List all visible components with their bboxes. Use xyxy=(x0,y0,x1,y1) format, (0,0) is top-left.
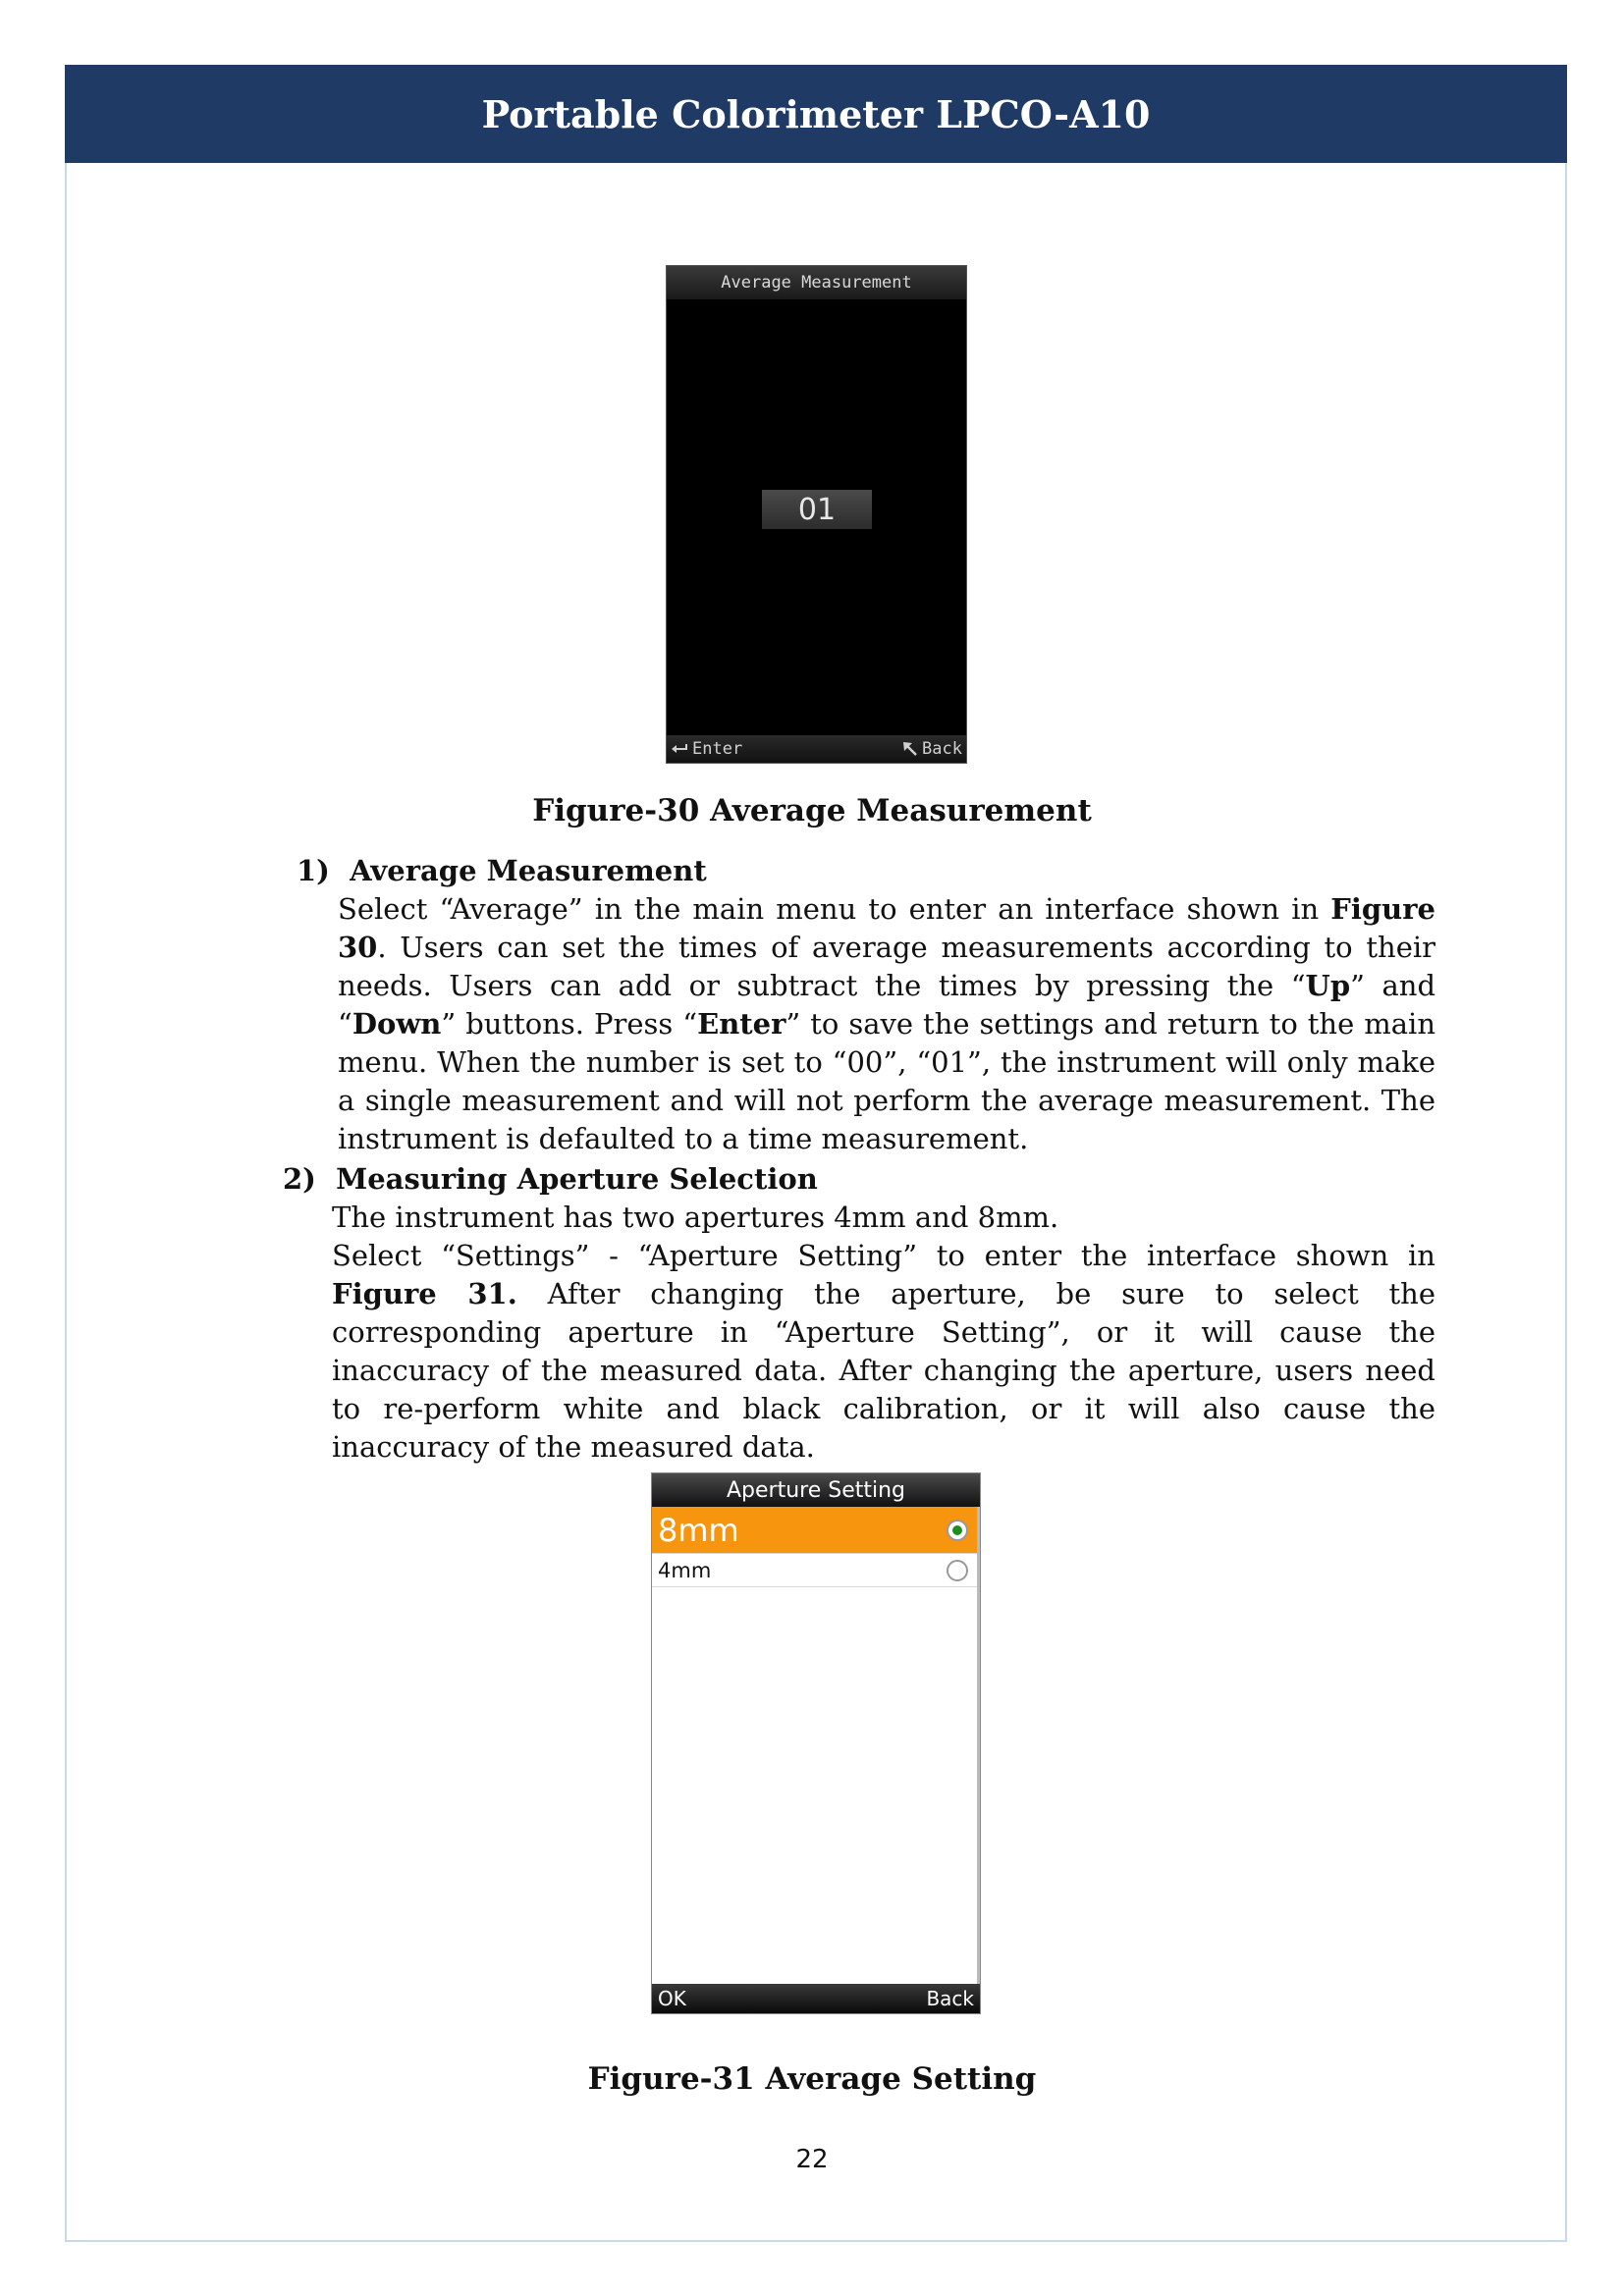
section-1-paragraph: Select “Average” in the main menu to enter an interface shown in Figure 30. Users can set the times of average measurements according to their needs. Users can add or subtract the times by pressing the “Up” and “Down” buttons. Press “Enter” to save the settings and return to the main menu. When the number is set to “00”, “01”, the instrument will only make a single measurement and will not perform the average measurement. The instrument is defaulted to a time measurement. xyxy=(338,892,1436,1155)
section-1 xyxy=(297,852,1435,1158)
back-label: Back xyxy=(922,739,962,759)
ok-softkey: OK xyxy=(658,1987,686,2010)
back-arrow-icon xyxy=(902,741,918,757)
document-header xyxy=(65,65,1567,163)
page-number: 22 xyxy=(795,2145,829,2174)
option-label: 8mm xyxy=(658,1511,739,1549)
option-label: 4mm xyxy=(658,1558,712,1582)
enter-softkey xyxy=(671,739,742,759)
screen-footer xyxy=(652,1984,980,2013)
back-softkey xyxy=(902,739,962,759)
aperture-setting-screen xyxy=(651,1472,981,2014)
average-measurement-screen xyxy=(666,265,967,764)
screen-title: Aperture Setting xyxy=(652,1473,980,1507)
document-title: Portable Colorimeter LPCO-A10 xyxy=(481,91,1151,136)
radio-unselected-icon xyxy=(947,1560,968,1581)
enter-arrow-icon xyxy=(671,743,688,755)
figure-30-caption: Figure-30 Average Measurement xyxy=(532,793,1092,828)
section-2-line-1: The instrument has two apertures 4mm and 8mm. xyxy=(332,1201,1059,1234)
section-2-paragraph xyxy=(283,1199,1435,1467)
back-softkey: Back xyxy=(926,1987,974,2010)
aperture-option-8mm[interactable] xyxy=(652,1507,980,1554)
average-count-value: 01 xyxy=(762,490,872,529)
enter-label: Enter xyxy=(692,739,743,759)
scrollbar-track xyxy=(977,1507,980,1984)
section-2-heading: 2) Measuring Aperture Selection xyxy=(283,1162,818,1196)
screen-title: Average Measurement xyxy=(667,266,966,299)
aperture-option-4mm[interactable] xyxy=(652,1554,980,1587)
radio-selected-icon xyxy=(947,1520,968,1541)
screen-footer xyxy=(667,735,966,763)
figure-31-caption: Figure-31 Average Setting xyxy=(587,2061,1037,2097)
section-2-body: Select “Settings” - “Aperture Setting” to enter the interface shown in Figure 31. After changing the aperture, be sure to select the corresponding aperture in “Aperture Setting”, or it will cause the inaccuracy of the measured data. After changing the aperture, users need to re-perform white and black calibration, or it will also cause the inaccuracy of the measured data. xyxy=(332,1239,1436,1464)
section-2 xyxy=(283,1160,1435,1467)
section-1-heading: 1) Average Measurement xyxy=(297,854,707,887)
